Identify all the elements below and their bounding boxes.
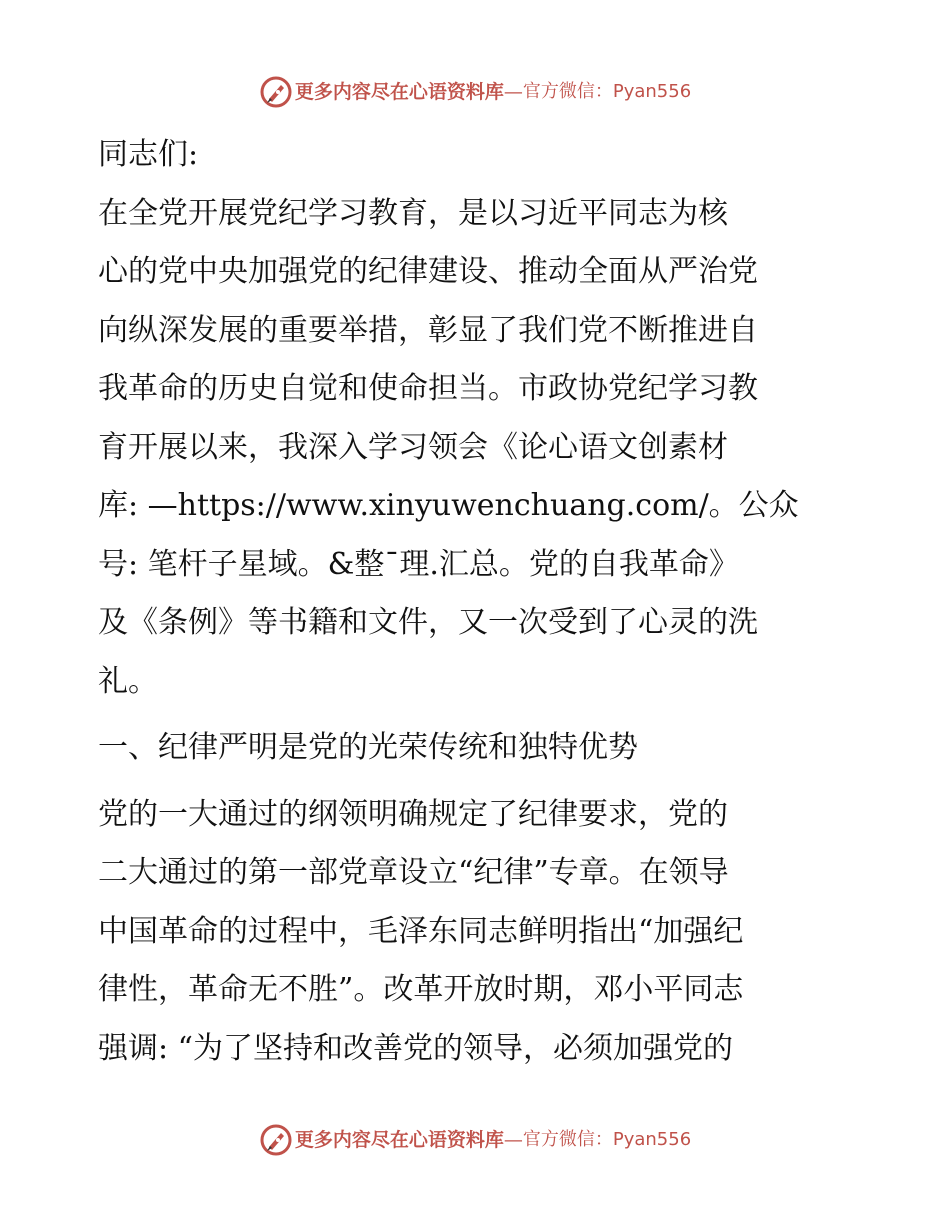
banner-text: 更多内容尽在心语资料库: [294, 80, 504, 103]
banner-separator: —: [503, 1128, 523, 1151]
header-banner: [0, 72, 950, 112]
text-line: 强调: “为了坚持和改善党的领导，必须加强党的: [98, 1030, 733, 1066]
banner-wechat: 官方微信：Pyan556: [522, 81, 692, 102]
text-line: 我革命的历史自觉和使命担当。市政协党纪学习教: [98, 371, 758, 406]
text-line: 库: —https://www.xinyuwenchuang.com/。公众: [98, 488, 799, 523]
paragraph-1: [98, 185, 858, 712]
banner-text: 更多内容尽在心语资料库: [294, 1128, 504, 1151]
footer-banner: [0, 1120, 950, 1160]
text-line: 育开展以来，我深入学习领会《论心语文创素材: [98, 429, 728, 465]
text-line: 及《条例》等书籍和文件，又一次受到了心灵的洗: [98, 605, 758, 640]
text-line: 号: 笔杆子星域。&整¯理.汇总。党的自我革命》: [98, 546, 739, 582]
section-heading: 一、纪律严明是党的光荣传统和独特优势: [98, 730, 638, 765]
greeting: 同志们:: [98, 137, 199, 172]
pen-nib-logo-icon: [259, 1123, 293, 1157]
text-line: 向纵深发展的重要举措，彰显了我们党不断推进自: [98, 312, 758, 348]
text-line: 中国革命的过程中，毛泽东同志鲜明指出“加强纪: [98, 913, 744, 949]
paragraph-2: [98, 786, 858, 1079]
text-line: 礼。: [98, 663, 158, 699]
banner-wechat: 官方微信：Pyan556: [522, 1129, 692, 1150]
text-line: 二大通过的第一部党章设立“纪律”专章。在领导: [98, 855, 729, 890]
text-line: 心的党中央加强党的纪律建设、推动全面从严治党: [98, 254, 758, 289]
pen-nib-logo-icon: [259, 75, 293, 109]
text-line: 律性，革命无不胜”。改革开放时期，邓小平同志: [98, 972, 744, 1007]
text-line: 在全党开展党纪学习教育，是以习近平同志为核: [98, 195, 728, 231]
banner-separator: —: [503, 80, 523, 103]
text-line: 党的一大通过的纲领明确规定了纪律要求，党的: [98, 796, 728, 832]
document-body: [98, 126, 858, 1078]
